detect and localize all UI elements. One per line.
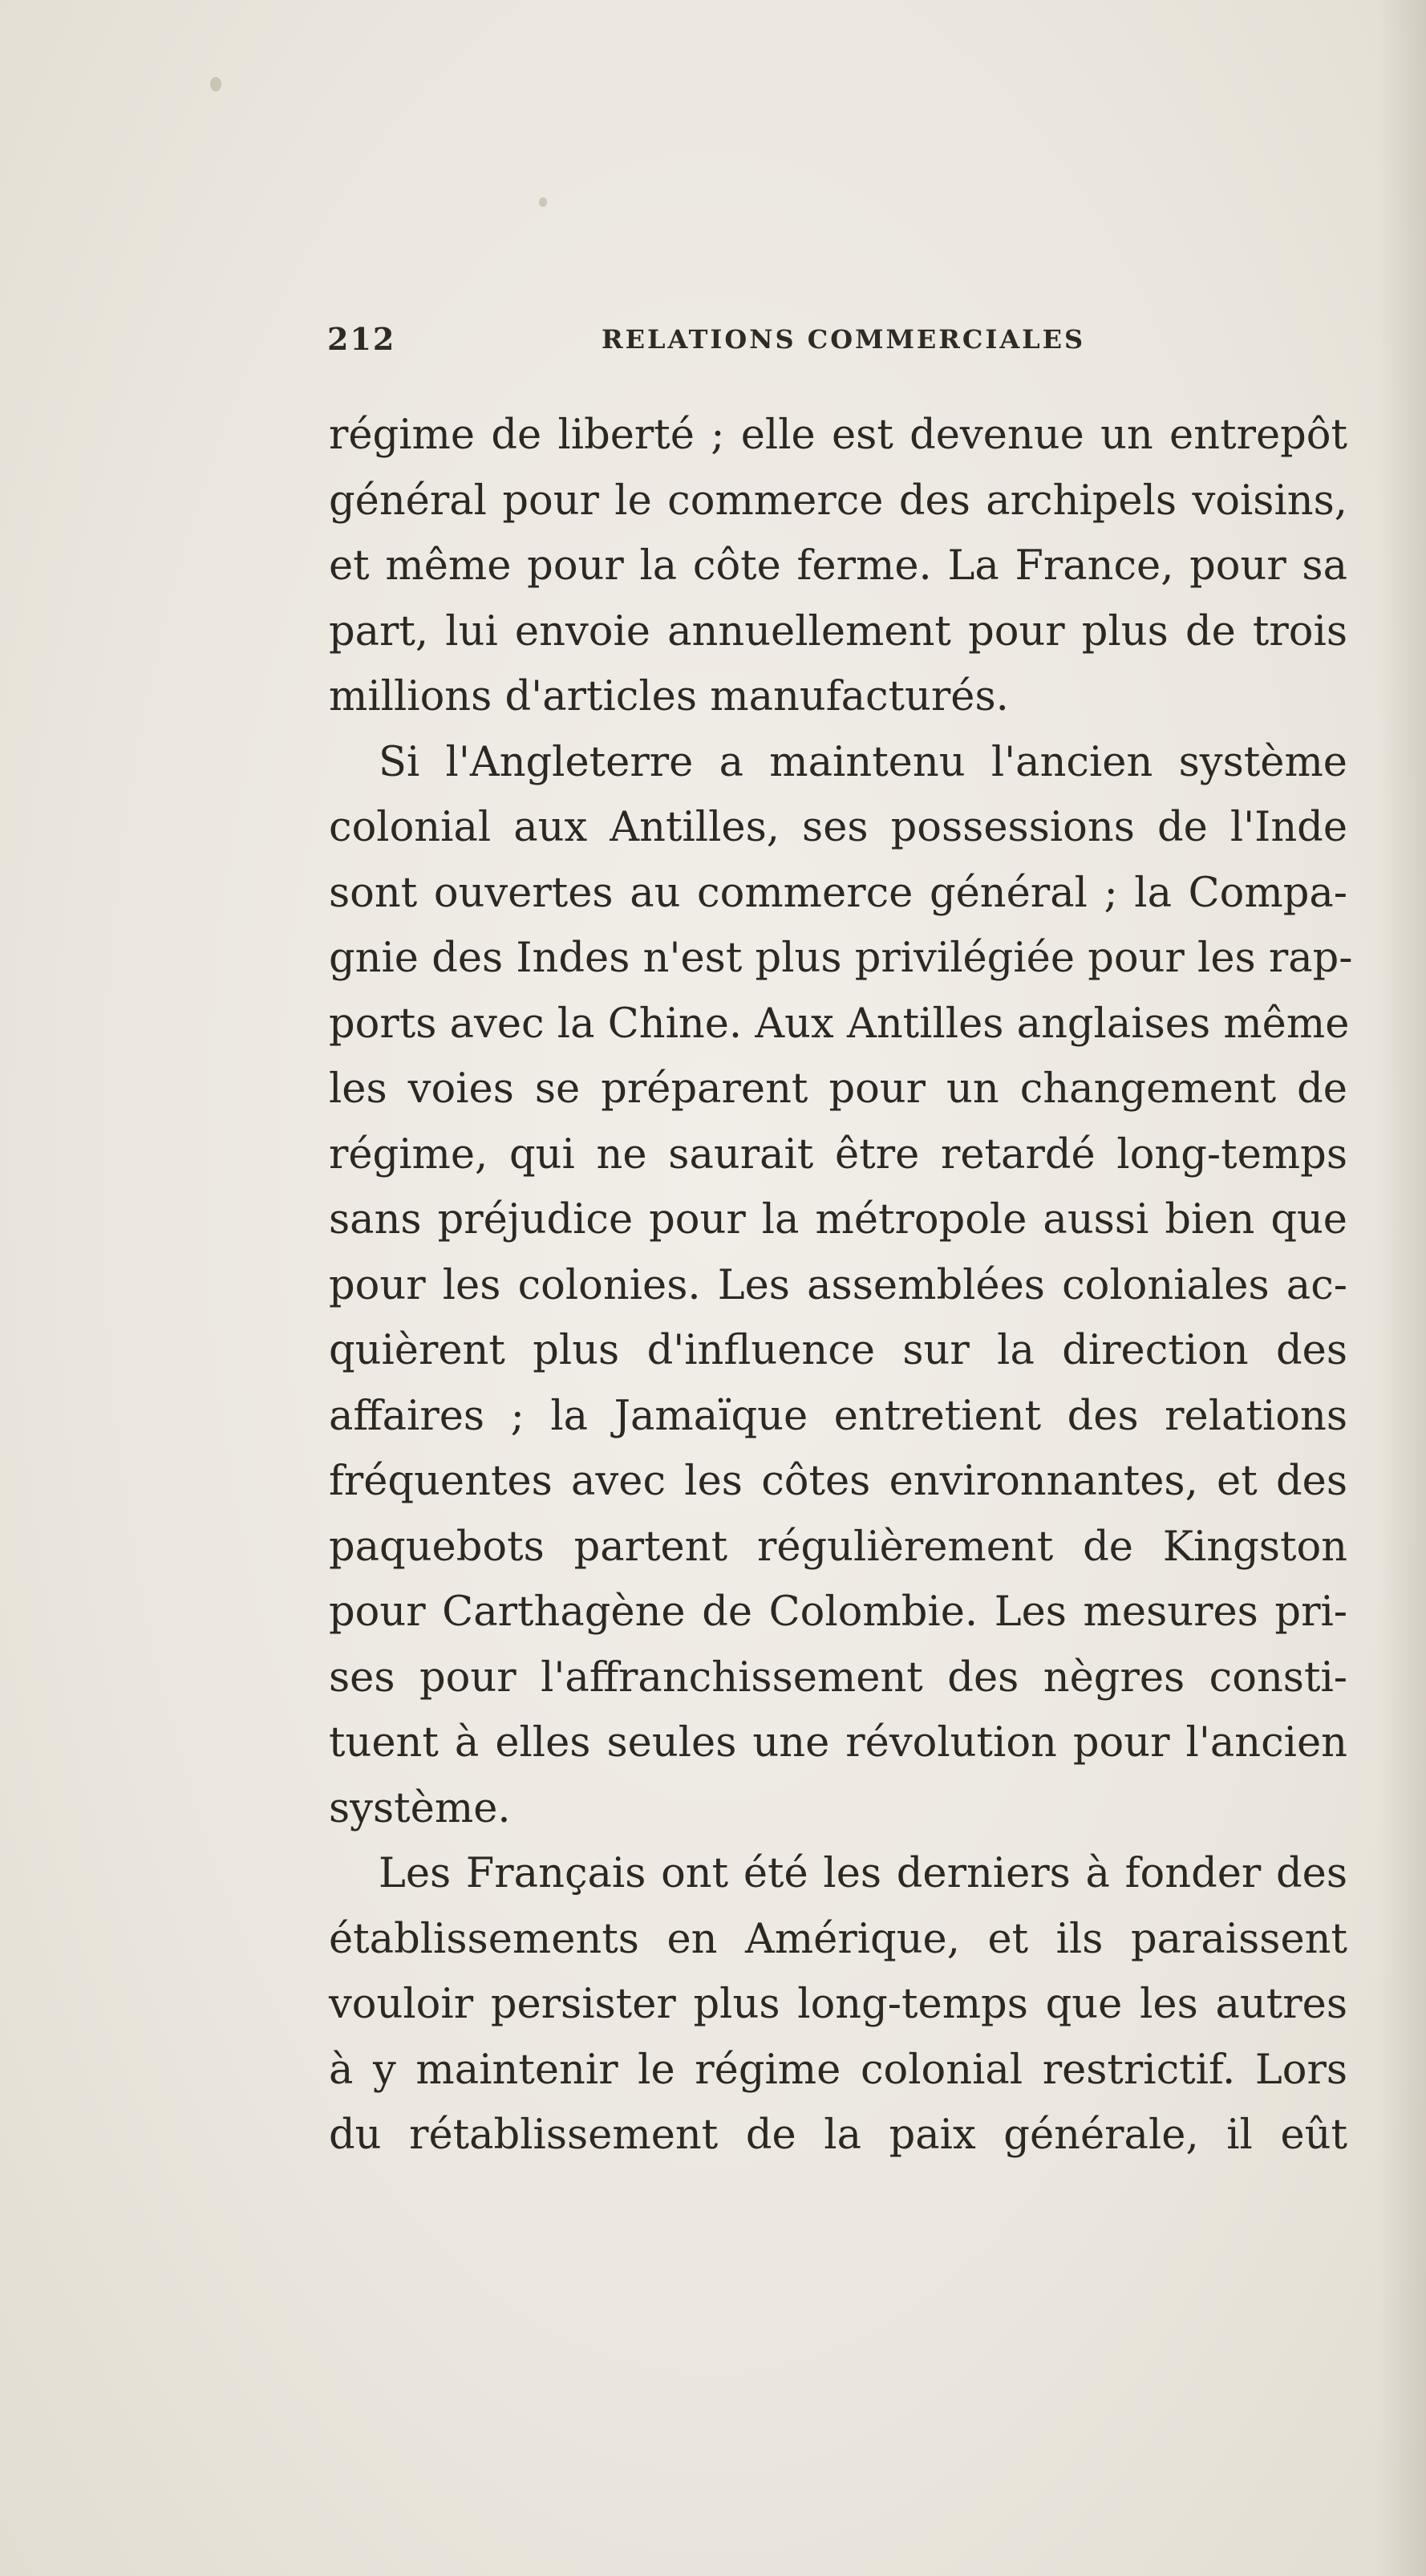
body-text [329, 403, 1353, 2168]
text-line: ports avec la Chine. Aux Antilles anglaises même [329, 1000, 1350, 1048]
text-line: régime de liberté ; elle est devenue un entrepôt [329, 412, 1347, 459]
text-line: vouloir persister plus long-temps que les autres [329, 1981, 1347, 2028]
text-line: et même pour la côte ferme. La France, pour sa [329, 542, 1347, 590]
paper-spot [210, 77, 221, 91]
text-line: tuent à elles seules une révolution pour l'ancien [329, 1719, 1347, 1767]
text-line: Les Français ont été les derniers à fonder des [379, 1850, 1347, 1897]
text-line: du rétablissement de la paix générale, il eût [329, 2112, 1347, 2159]
text-line: sont ouvertes au commerce général ; la Compa- [329, 869, 1347, 917]
text-line: pour les colonies. Les assemblées coloniales ac- [329, 1261, 1347, 1309]
page-edge-shadow [1378, 0, 1426, 2576]
text-line: les voies se préparent pour un changement de [329, 1065, 1347, 1113]
paper-spot [539, 197, 547, 207]
text-line: ses pour l'affranchissement des nègres consti- [329, 1653, 1347, 1702]
text-line: quièrent plus d'influence sur la direction des [329, 1327, 1347, 1374]
page-number: 212 [327, 321, 396, 357]
page-header [327, 321, 1129, 369]
text-line: sans préjudice pour la métropole aussi bien que [329, 1196, 1347, 1243]
text-line: gnie des Indes n'est plus privilégiée pour les rap- [329, 935, 1353, 982]
text-line: fréquentes avec les côtes environnantes, et des [329, 1458, 1347, 1505]
paragraph [329, 1841, 1347, 2168]
text-line: paquebots partent régulièrement de Kingston [329, 1523, 1347, 1571]
text-line: colonial aux Antilles, ses possessions de l'Inde [329, 804, 1347, 851]
text-line: millions d'articles manufacturés. [329, 673, 1009, 720]
running-title: RELATIONS COMMERCIALES [602, 324, 1086, 355]
text-line: établissements en Amérique, et ils paraissent [329, 1915, 1347, 1963]
text-line: Si l'Angleterre a maintenu l'ancien système [379, 738, 1347, 786]
paragraph [329, 403, 1347, 730]
text-line: pour Carthagène de Colombie. Les mesures pri- [329, 1588, 1347, 1636]
text-line: système. [329, 1784, 511, 1832]
paragraph [329, 730, 1353, 1842]
text-line: à y maintenir le régime colonial restrictif. Lors [329, 2046, 1347, 2094]
text-line: régime, qui ne saurait être retardé long-temps [329, 1130, 1347, 1178]
text-line: affaires ; la Jamaïque entretient des relations [329, 1392, 1347, 1440]
text-line: général pour le commerce des archipels voisins, [329, 477, 1347, 525]
text-line: part, lui envoie annuellement pour plus de trois [329, 607, 1347, 655]
